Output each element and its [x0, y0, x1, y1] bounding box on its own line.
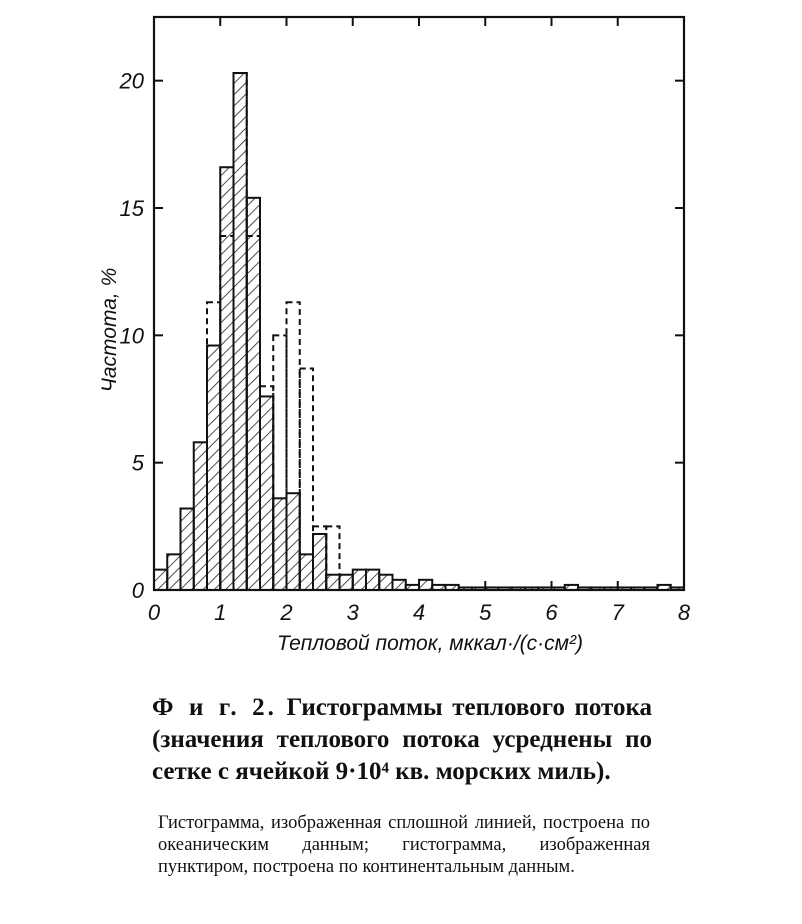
solid-bar — [326, 575, 339, 590]
x-tick-label: 1 — [214, 600, 227, 625]
solid-bar — [366, 570, 379, 590]
solid-bar — [220, 167, 233, 590]
solid-bar — [181, 509, 194, 590]
solid-bar — [419, 580, 432, 590]
solid-bar — [234, 73, 247, 590]
x-tick-label: 6 — [545, 600, 558, 625]
solid-bar — [393, 580, 406, 590]
y-tick-label: 15 — [119, 196, 144, 221]
x-tick-label: 3 — [346, 600, 359, 625]
solid-bar — [379, 575, 392, 590]
x-tick-label: 2 — [280, 600, 293, 625]
x-tick-label: 5 — [479, 600, 492, 625]
solid-bar — [167, 554, 180, 590]
x-tick-label: 8 — [677, 600, 691, 625]
y-axis-title: Частота, % — [98, 267, 121, 393]
y-tick-label: 0 — [131, 578, 144, 603]
y-tick-label: 5 — [131, 450, 144, 476]
solid-bar — [300, 554, 313, 590]
solid-bar — [340, 575, 353, 590]
x-tick-label: 4 — [412, 600, 426, 625]
figure-caption — [152, 692, 652, 788]
solid-bar — [353, 570, 366, 590]
solid-bar — [313, 534, 326, 590]
x-tick-label: 0 — [147, 600, 161, 625]
solid-bar — [154, 570, 167, 590]
figure-caption-text: Гистограммы теплового потока (значения теплового потока усреднены по сетке с ячейкой 9·10⁴ кв. морских миль). — [152, 694, 652, 785]
figure-note: Гистограмма, изображенная сплошной линией, построена по океаническим данным; гистограмма, изображенная пунктиром, построена по континентальным данным. — [158, 813, 650, 877]
solid-bar — [194, 442, 207, 590]
solid-bar — [207, 346, 220, 590]
y-tick-label: 10 — [119, 323, 144, 349]
solid-bar — [247, 198, 260, 590]
solid-bar — [287, 493, 300, 590]
y-tick-label: 20 — [119, 68, 144, 94]
solid-bar — [260, 396, 273, 590]
solid-bar — [273, 498, 286, 590]
x-axis-title: Тепловой поток, мккал·/(с·см²) — [276, 632, 584, 655]
figure-number: Ф и г. 2. — [152, 694, 277, 721]
x-tick-label: 7 — [611, 600, 624, 625]
